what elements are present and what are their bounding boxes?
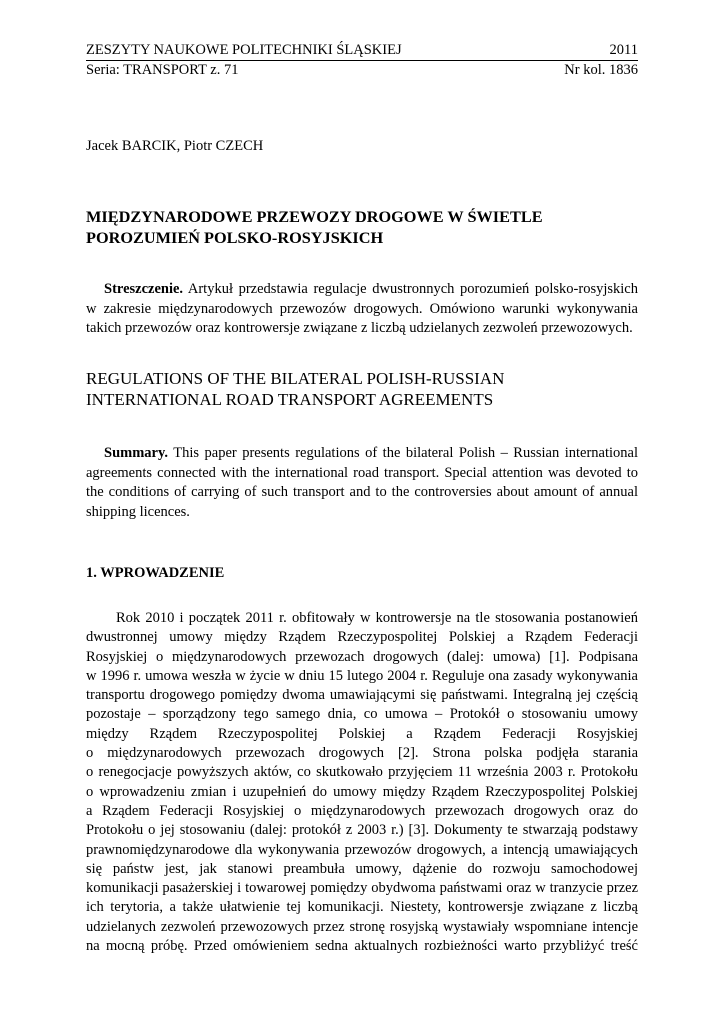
abstract-english (86, 444, 638, 522)
issue-number: Nr kol. 1836 (564, 62, 638, 78)
body-line: pozostaje – sporządzony tego samego dnia, co umowa – Protokół o stosowaniu umowy (86, 706, 638, 723)
title-english (86, 368, 638, 410)
abstract-english-lead: Summary. (104, 445, 169, 461)
publication-year: 2011 (609, 42, 638, 58)
body-line: prawnomiędzynarodowe dla wykonywania przewozów drogowych, a intencją umawiających (86, 841, 638, 858)
series-label: Seria: TRANSPORT z. 71 (86, 62, 239, 78)
body-line: o wprowadzeniu zmian i uzupełnień do umowy między Rządem Rzeczypospolitej Polskiej (86, 783, 638, 800)
body-line: dwustronnej umowy między Rządem Rzeczypospolitej Polskiej a Rządem Federacji (86, 629, 638, 646)
abstract-polish-text: Artykuł przedstawia regulacje dwustronnych porozumień polsko-rosyjskich w zakresie międzynarodowych przewozów drogowych. Omówiono warunki wykonywania takich przewozów oraz kontrowersje związane z liczbą udzielanych zezwoleń przewozowych. (86, 281, 638, 336)
body-line: udzielanych zezwoleń przewozowych przez stronę rosyjską wystawiały wspomniane intencje (86, 918, 638, 935)
body-line: się państw jest, jak stanowi preambuła umowy, dążenie do rozwoju samochodowej (86, 860, 638, 877)
body-line: o międzynarodowych przewozach drogowych [2]. Strona polska podjęła starania (86, 745, 638, 762)
body-paragraph (86, 609, 638, 956)
body-line: w 1996 r. umowa weszła w życie w dniu 15 lutego 2004 r. Reguluje ona zasady wykonywania (86, 667, 638, 684)
journal-name: ZESZYTY NAUKOWE POLITECHNIKI ŚLĄSKIEJ (86, 42, 402, 58)
section-heading: 1. WPROWADZENIE (86, 565, 225, 581)
body-line: między Rządem Rzeczypospolitej Polskiej a Rządem Federacji Rosyjskiej (86, 725, 638, 742)
title-english-line: REGULATIONS OF THE BILATERAL POLISH-RUSSIAN (86, 369, 505, 388)
title-polish (86, 206, 638, 248)
title-polish-line: MIĘDZYNARODOWE PRZEWOZY DROGOWE W ŚWIETLE (86, 207, 543, 226)
title-english-line: INTERNATIONAL ROAD TRANSPORT AGREEMENTS (86, 390, 494, 409)
body-line: o renegocjacje powyższych aktów, co skutkowało przyjęciem 11 września 2003 r. Protokołu (86, 764, 638, 781)
author-list: Jacek BARCIK, Piotr CZECH (86, 138, 264, 154)
running-header-bottom (86, 61, 638, 79)
body-line: Rosyjskiej o międzynarodowych przewozach drogowych (dalej: umowa) [1]. Podpisana (86, 648, 638, 665)
body-line: komunikacji pasażerskiej i towarowej pomiędzy obydwoma państwami oraz w tranzycie przez (86, 880, 638, 897)
body-line: transportu drogowego pomiędzy dwoma umawiającymi się państwami. Integralną jej częścią (86, 687, 638, 704)
title-polish-line: POROZUMIEŃ POLSKO-ROSYJSKICH (86, 228, 384, 247)
abstract-polish (86, 280, 638, 339)
body-line: a Rządem Federacji Rosyjskiej o międzynarodowych przewozach drogowych oraz do (86, 802, 638, 819)
body-line: Rok 2010 i początek 2011 r. obfitowały w kontrowersje na tle stosowania postanowień (116, 610, 638, 626)
running-header-top (86, 41, 638, 59)
body-line: ich terytoria, a także ułatwienie tej komunikacji. Niestety, kontrowersje związane z liczbą (86, 899, 638, 916)
abstract-polish-lead: Streszczenie. (104, 281, 184, 297)
abstract-english-text: This paper presents regulations of the bilateral Polish – Russian international agreements connected with the international road transport. Special attention was devoted to the conditions of carrying of such transport and to the controversies about amount of annual shipping licences. (86, 445, 638, 520)
body-line: na mocną próbę. Przed omówieniem sedna aktualnych rozbieżności warto przybliżyć treść (86, 938, 638, 955)
body-line: Protokołu o jej stosowaniu (dalej: protokół z 2003 r.) [3]. Dokumenty te stwarzają podstawy (86, 822, 638, 839)
